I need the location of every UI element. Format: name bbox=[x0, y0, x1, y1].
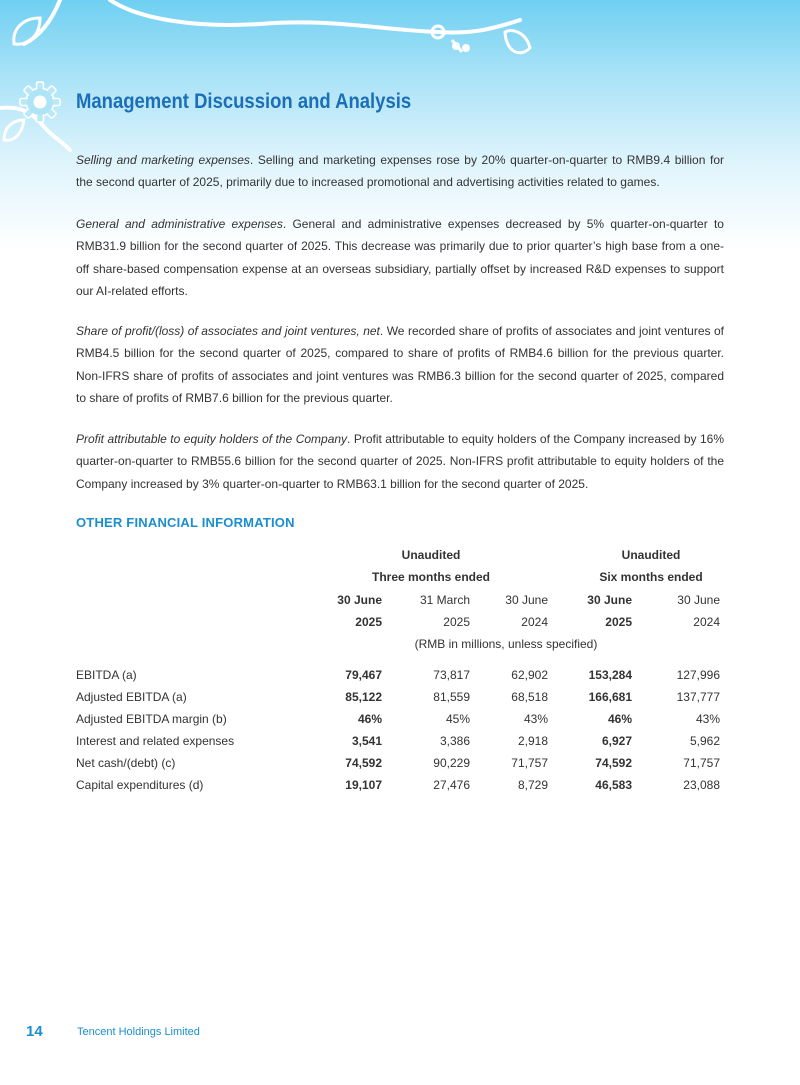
cell-value: 73,817 bbox=[433, 668, 470, 682]
table-row bbox=[76, 711, 724, 727]
paragraph-text: . Selling and marketing expenses rose by 20% quarter-on-quarter to RMB9.4 billion for the second quarter of 2025, primarily due to increased promotional and advertising activities related to games. bbox=[76, 153, 724, 190]
cell-value: 71,757 bbox=[511, 756, 548, 770]
cell-value: 19,107 bbox=[345, 778, 382, 792]
cell-value: 68,518 bbox=[511, 690, 548, 704]
cell-value: 5,962 bbox=[689, 734, 720, 748]
decorative-vines bbox=[0, 0, 800, 160]
paragraph-profit-attributable bbox=[76, 428, 724, 495]
row-label: Interest and related expenses bbox=[76, 734, 235, 748]
cell-value: 90,229 bbox=[433, 756, 470, 770]
paragraph-text: . General and administrative expenses decreased by 5% quarter-on-quarter to RMB31.9 billion for the second quarter of 2025. This decrease was primarily due to prior quarter’s high base from a one-off share-based compensation expense at an overseas subsidiary, partially offset by increased R&D expenses to support our AI-related efforts. bbox=[76, 217, 724, 298]
unit-note: (RMB in millions, unless specified) bbox=[414, 637, 598, 651]
cell-value: 127,996 bbox=[676, 668, 720, 682]
group-label: Unaudited bbox=[621, 548, 681, 562]
leaf-icon bbox=[4, 18, 530, 140]
cell-value: 71,757 bbox=[683, 756, 720, 770]
cell-value: 81,559 bbox=[433, 690, 470, 704]
cell-value: 137,777 bbox=[676, 690, 720, 704]
page-number: 14 bbox=[26, 1023, 43, 1040]
paragraph-lead: General and administrative expenses bbox=[76, 217, 283, 231]
cell-value: 74,592 bbox=[595, 756, 632, 770]
cell-value: 46,583 bbox=[595, 778, 632, 792]
period-label: Six months ended bbox=[599, 570, 703, 584]
column-year: 2025 bbox=[355, 615, 382, 629]
paragraph-lead: Selling and marketing expenses bbox=[76, 153, 250, 167]
column-year: 2025 bbox=[605, 615, 632, 629]
row-label: Capital expenditures (d) bbox=[76, 778, 204, 792]
column-year: 2024 bbox=[521, 615, 548, 629]
period-label: Three months ended bbox=[371, 570, 490, 584]
table-row bbox=[76, 667, 724, 683]
column-date: 31 March bbox=[419, 593, 470, 607]
footer-company: Tencent Holdings Limited bbox=[77, 1026, 200, 1038]
cell-value: 46% bbox=[607, 712, 632, 726]
table-row bbox=[76, 777, 724, 793]
paragraph-text: . Profit attributable to equity holders of the Company increased by 16% quarter-on-quarter to RMB55.6 billion for the second quarter of 2025. Non-IFRS profit attributable to equity holders of the Company increased by 3% quarter-on-quarter to RMB63.1 billion for the second quarter of 2025. bbox=[76, 432, 724, 491]
cell-value: 27,476 bbox=[433, 778, 470, 792]
cell-value: 8,729 bbox=[517, 778, 548, 792]
paragraph-lead: Profit attributable to equity holders of the Company bbox=[76, 432, 348, 446]
row-label: Adjusted EBITDA (a) bbox=[76, 690, 187, 704]
cell-value: 153,284 bbox=[588, 668, 632, 682]
cell-value: 3,386 bbox=[439, 734, 470, 748]
cell-value: 62,902 bbox=[511, 668, 548, 682]
table-row bbox=[76, 755, 724, 771]
cell-value: 79,467 bbox=[345, 668, 382, 682]
cell-value: 45% bbox=[445, 712, 470, 726]
cell-value: 46% bbox=[357, 712, 382, 726]
column-date: 30 June bbox=[677, 593, 720, 607]
paragraph-share-of-profit bbox=[76, 320, 724, 409]
paragraph-general-admin bbox=[76, 213, 724, 302]
column-date: 30 June bbox=[337, 593, 382, 607]
cell-value: 2,918 bbox=[517, 734, 548, 748]
gear-icon bbox=[20, 82, 60, 122]
page-title: Management Discussion and Analysis bbox=[76, 90, 412, 113]
cell-value: 43% bbox=[523, 712, 548, 726]
section-heading: OTHER FINANCIAL INFORMATION bbox=[76, 515, 295, 530]
table-row bbox=[76, 689, 724, 705]
cell-value: 166,681 bbox=[588, 690, 632, 704]
row-label: EBITDA (a) bbox=[76, 668, 137, 682]
cell-value: 23,088 bbox=[683, 778, 720, 792]
column-year: 2025 bbox=[443, 615, 470, 629]
paragraph-lead: Share of profit/(loss) of associates and joint ventures, net bbox=[76, 324, 380, 338]
column-year: 2024 bbox=[693, 615, 720, 629]
cell-value: 85,122 bbox=[345, 690, 382, 704]
cell-value: 3,541 bbox=[351, 734, 382, 748]
column-date: 30 June bbox=[505, 593, 548, 607]
table-row bbox=[76, 733, 724, 749]
row-label: Net cash/(debt) (c) bbox=[76, 756, 176, 770]
row-label: Adjusted EBITDA margin (b) bbox=[76, 712, 227, 726]
cell-value: 43% bbox=[695, 712, 720, 726]
cell-value: 6,927 bbox=[601, 734, 632, 748]
cell-value: 74,592 bbox=[345, 756, 382, 770]
column-date: 30 June bbox=[587, 593, 632, 607]
paragraph-text: . We recorded share of profits of associates and joint ventures of RMB4.5 billion for the second quarter of 2025, compared to share of profits of RMB4.6 billion for the previous quarter. Non-IFRS share of profits of associates and joint ventures was RMB6.3 billion for the second quarter of 2025, compared to share of profits of RMB7.6 billion for the previous quarter. bbox=[76, 324, 724, 405]
paragraph-selling-marketing bbox=[76, 149, 724, 194]
group-label: Unaudited bbox=[401, 548, 461, 562]
